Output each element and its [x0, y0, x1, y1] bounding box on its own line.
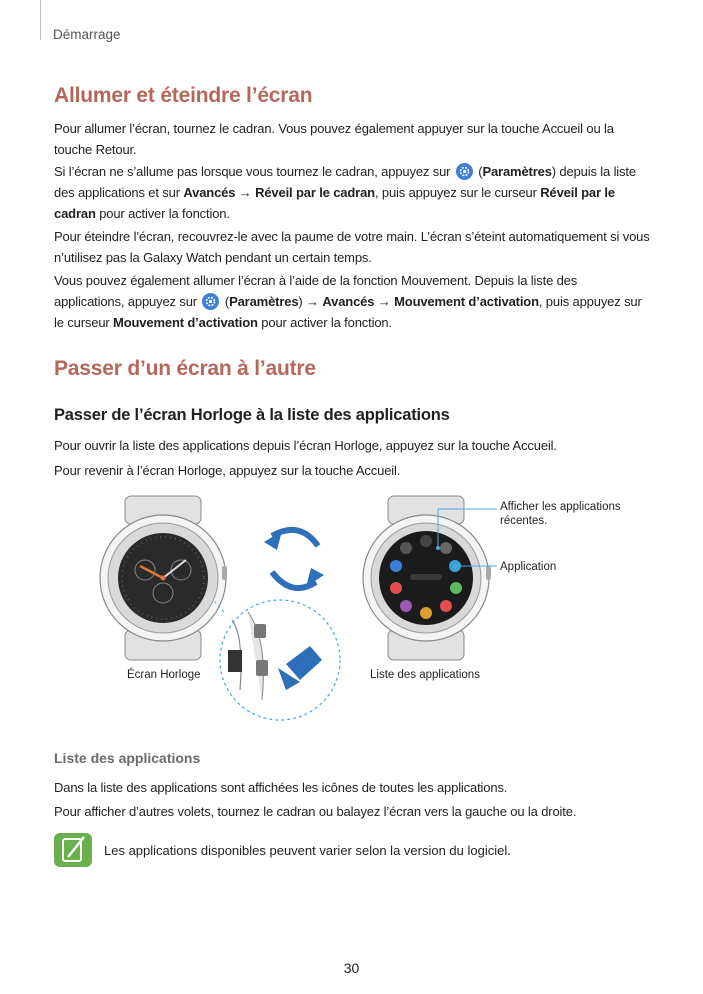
watch-apps	[363, 496, 497, 660]
callout-application: Application	[500, 561, 557, 573]
rotation-arrows-icon	[264, 530, 324, 588]
section-header: Démarrage	[53, 27, 121, 42]
paragraph-passer-1: Pour ouvrir la liste des applications depuis l’écran Horloge, appuyez sur la touche Accueil.	[54, 438, 557, 453]
settings-gear-icon	[456, 163, 473, 180]
label-clock-screen: Écran Horloge	[127, 669, 201, 681]
page-number: 30	[343, 960, 360, 976]
watch-clock	[100, 496, 227, 660]
note-icon	[54, 833, 92, 867]
paragraph-allumer-2: Si l’écran ne s’allume pas lorsque vous tournez le cadran, appuyez sur (Paramètres) depuis la liste des applications et sur Avancés → Réveil par le cadran, puis appuyez sur le curseur Réveil par le cadran pour activer la fonction.	[54, 164, 636, 221]
paragraph-liste-1: Dans la liste des applications sont affichées les icônes de toutes les applications.	[54, 780, 508, 795]
subheading-horloge-applications: Passer de l’écran Horloge à la liste des applications	[54, 406, 450, 424]
paragraph-passer-2: Pour revenir à l’écran Horloge, appuyez sur la touche Accueil.	[54, 463, 401, 478]
label-apps-list: Liste des applications	[370, 669, 480, 681]
heading-allumer: Allumer et éteindre l’écran	[54, 84, 313, 107]
paragraph-allumer-3: Pour éteindre l’écran, recouvrez-le avec la paume de votre main. L’écran s’éteint automatiquement si vous n’utilisez pas la Galaxy Watch pendant un certain temps.	[54, 229, 650, 265]
paragraph-allumer-1: Pour allumer l’écran, tournez le cadran. Vous pouvez également appuyer sur la touche Accueil ou la touche Retour.	[54, 121, 614, 157]
header-rule	[40, 0, 41, 40]
heading-passer: Passer d’un écran à l’autre	[54, 357, 316, 380]
paragraph-liste-2: Pour afficher d’autres volets, tournez le cadran ou balayez l’écran vers la gauche ou la droite.	[54, 804, 577, 819]
settings-gear-icon	[202, 293, 219, 310]
paragraph-allumer-4: Vous pouvez également allumer l’écran à l’aide de la fonction Mouvement. Depuis la liste des applications, appuyez sur (Paramètres) → Avancés → Mouvement d’activation, puis appuyez sur le curseur Mouvement d’activation pour activer la fonction.	[54, 273, 642, 330]
callout-recent-apps: Afficher les applications récentes.	[500, 501, 621, 527]
home-key-zoom	[215, 600, 340, 720]
heading-liste-applications: Liste des applications	[54, 750, 201, 766]
note-text: Les applications disponibles peuvent varier selon la version du logiciel.	[104, 843, 511, 858]
